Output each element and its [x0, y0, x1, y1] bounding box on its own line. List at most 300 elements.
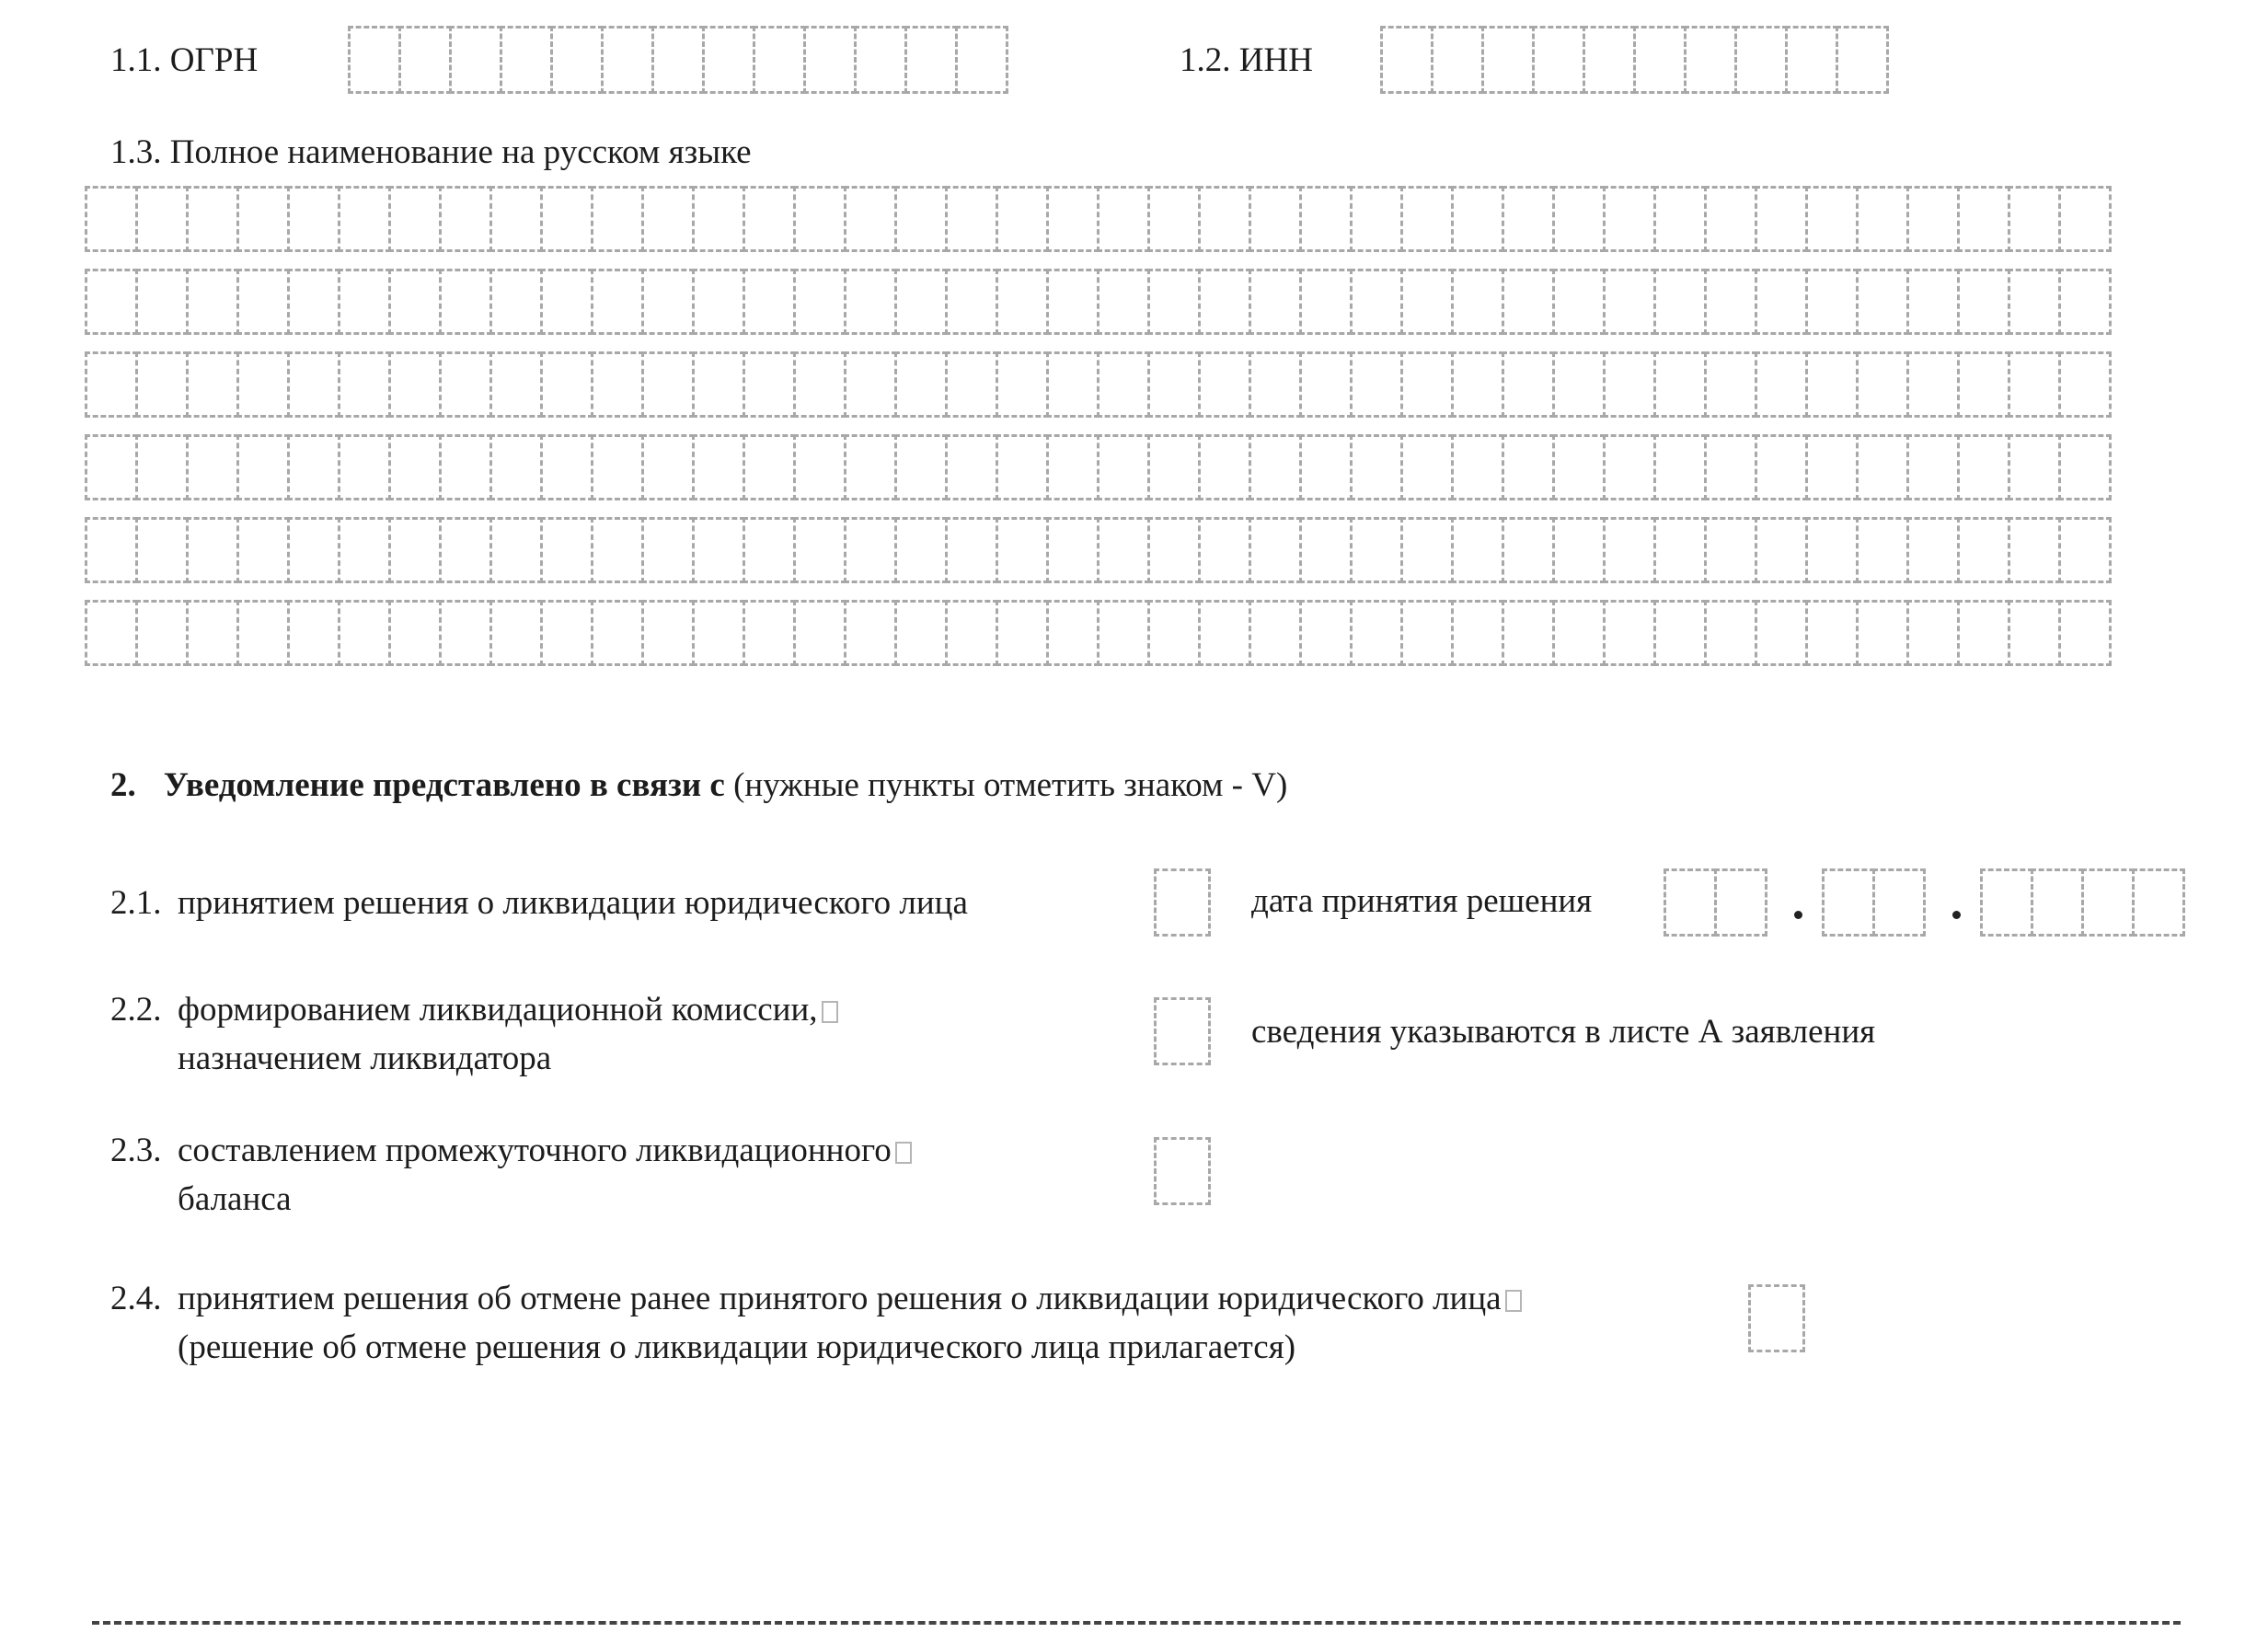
full-name-cell[interactable]	[1350, 600, 1403, 666]
ogrn-cell[interactable]	[904, 26, 958, 94]
full-name-cell[interactable]	[793, 351, 846, 418]
full-name-cell[interactable]	[489, 517, 543, 583]
full-name-cell[interactable]	[2008, 351, 2061, 418]
ogrn-cell[interactable]	[348, 26, 401, 94]
full-name-cell[interactable]	[85, 186, 138, 252]
full-name-cell[interactable]	[894, 269, 948, 335]
full-name-cell[interactable]	[1552, 351, 1606, 418]
full-name-cell[interactable]	[1198, 434, 1251, 500]
decision-date-label: дата принятия решения	[1251, 882, 1593, 920]
full-name-cell[interactable]	[1653, 434, 1707, 500]
full-name-cell[interactable]	[1350, 434, 1403, 500]
decision-date-year[interactable]	[1980, 868, 2185, 937]
full-name-cell[interactable]	[1755, 434, 1808, 500]
full-name-cell[interactable]	[1502, 351, 1555, 418]
full-name-cell[interactable]	[1451, 434, 1504, 500]
full-name-cell[interactable]	[743, 351, 796, 418]
full-name-cell[interactable]	[1350, 351, 1403, 418]
full-name-cell[interactable]	[1046, 434, 1099, 500]
date-cell[interactable]	[1822, 868, 1875, 937]
full-name-cell[interactable]	[135, 434, 189, 500]
full-name-cell[interactable]	[1147, 186, 1201, 252]
full-name-cell[interactable]	[894, 434, 948, 500]
full-name-cell[interactable]	[2008, 600, 2061, 666]
full-name-cell[interactable]	[1653, 351, 1707, 418]
full-name-cell[interactable]	[1097, 600, 1150, 666]
full-name-cell[interactable]	[1097, 186, 1150, 252]
ogrn-cell[interactable]	[449, 26, 502, 94]
full-name-cell[interactable]	[591, 600, 644, 666]
full-name-label: 1.3. Полное наименование на русском языке	[110, 133, 752, 171]
full-name-cell[interactable]	[2008, 517, 2061, 583]
ogrn-cell[interactable]	[601, 26, 654, 94]
full-name-cell[interactable]	[641, 434, 695, 500]
full-name-cell[interactable]	[1451, 269, 1504, 335]
full-name-cell[interactable]	[1653, 517, 1707, 583]
full-name-cell[interactable]	[945, 269, 998, 335]
full-name-cell[interactable]	[388, 269, 442, 335]
full-name-row[interactable]	[85, 269, 2112, 335]
full-name-cell[interactable]	[793, 434, 846, 500]
full-name-cell[interactable]	[439, 186, 492, 252]
full-name-cell[interactable]	[1755, 186, 1808, 252]
full-name-cell[interactable]	[287, 434, 340, 500]
full-name-cell[interactable]	[1249, 269, 1302, 335]
full-name-cell[interactable]	[186, 351, 239, 418]
item-2-3-line2: баланса	[178, 1180, 292, 1218]
full-name-cell[interactable]	[287, 600, 340, 666]
full-name-cell[interactable]	[489, 600, 543, 666]
ogrn-cell[interactable]	[753, 26, 806, 94]
full-name-cell[interactable]	[236, 269, 290, 335]
full-name-cell[interactable]	[591, 269, 644, 335]
full-name-cell[interactable]	[85, 517, 138, 583]
full-name-cell[interactable]	[1502, 517, 1555, 583]
full-name-cell[interactable]	[1400, 186, 1454, 252]
full-name-cell[interactable]	[1603, 351, 1656, 418]
full-name-cell[interactable]	[1805, 434, 1859, 500]
full-name-cell[interactable]	[1704, 269, 1757, 335]
full-name-cell[interactable]	[996, 600, 1049, 666]
full-name-cell[interactable]	[641, 600, 695, 666]
full-name-cell[interactable]	[945, 186, 998, 252]
full-name-cell[interactable]	[1906, 351, 1960, 418]
full-name-cell[interactable]	[540, 600, 593, 666]
full-name-cell[interactable]	[1046, 351, 1099, 418]
full-name-cell[interactable]	[641, 269, 695, 335]
full-name-cell[interactable]	[186, 600, 239, 666]
full-name-cell[interactable]	[338, 434, 391, 500]
full-name-cell[interactable]	[1704, 186, 1757, 252]
full-name-cell[interactable]	[1400, 351, 1454, 418]
checkbox-cell[interactable]	[1154, 1137, 1211, 1205]
full-name-cell[interactable]	[793, 269, 846, 335]
ogrn-cell[interactable]	[702, 26, 755, 94]
full-name-cell[interactable]	[1856, 600, 1909, 666]
full-name-cell[interactable]	[591, 186, 644, 252]
full-name-cell[interactable]	[1856, 186, 1909, 252]
full-name-cell[interactable]	[1400, 434, 1454, 500]
full-name-cell[interactable]	[996, 186, 1049, 252]
full-name-cell[interactable]	[743, 517, 796, 583]
full-name-cell[interactable]	[1249, 351, 1302, 418]
full-name-cell[interactable]	[1046, 269, 1099, 335]
full-name-cell[interactable]	[236, 351, 290, 418]
full-name-cell[interactable]	[1046, 517, 1099, 583]
full-name-cell[interactable]	[1451, 186, 1504, 252]
full-name-cell[interactable]	[692, 434, 745, 500]
full-name-cell[interactable]	[287, 351, 340, 418]
full-name-cell[interactable]	[743, 434, 796, 500]
full-name-cell[interactable]	[287, 269, 340, 335]
full-name-cell[interactable]	[1451, 351, 1504, 418]
full-name-cell[interactable]	[1957, 600, 2010, 666]
full-name-cell[interactable]	[1957, 269, 2010, 335]
full-name-cell[interactable]	[844, 434, 897, 500]
full-name-cell[interactable]	[1856, 434, 1909, 500]
full-name-cell[interactable]	[1147, 517, 1201, 583]
full-name-cell[interactable]	[1856, 517, 1909, 583]
full-name-cell[interactable]	[489, 186, 543, 252]
full-name-cell[interactable]	[1704, 351, 1757, 418]
full-name-cell[interactable]	[793, 600, 846, 666]
full-name-cell[interactable]	[743, 186, 796, 252]
inn-cell[interactable]	[1836, 26, 1889, 94]
full-name-cell[interactable]	[540, 434, 593, 500]
full-name-cell[interactable]	[135, 186, 189, 252]
full-name-cell[interactable]	[540, 517, 593, 583]
section-2-heading-note: (нужные пункты отметить знаком - V)	[724, 766, 1288, 804]
full-name-cell[interactable]	[236, 186, 290, 252]
full-name-cell[interactable]	[186, 186, 239, 252]
inn-label: 1.2. ИНН	[1180, 41, 1313, 79]
full-name-cell[interactable]	[1704, 600, 1757, 666]
full-name-cell[interactable]	[1755, 600, 1808, 666]
full-name-cell[interactable]	[1653, 269, 1707, 335]
full-name-cell[interactable]	[1502, 186, 1555, 252]
inn-cell[interactable]	[1481, 26, 1535, 94]
full-name-cell[interactable]	[236, 600, 290, 666]
full-name-cell[interactable]	[844, 269, 897, 335]
full-name-cell[interactable]	[1603, 600, 1656, 666]
full-name-cell[interactable]	[2008, 186, 2061, 252]
full-name-cell[interactable]	[1755, 517, 1808, 583]
full-name-cell[interactable]	[2058, 269, 2112, 335]
full-name-cell[interactable]	[1805, 269, 1859, 335]
full-name-cell[interactable]	[1299, 600, 1353, 666]
full-name-cell[interactable]	[996, 351, 1049, 418]
full-name-cell[interactable]	[388, 351, 442, 418]
full-name-cell[interactable]	[1603, 269, 1656, 335]
full-name-cell[interactable]	[85, 600, 138, 666]
full-name-cell[interactable]	[236, 434, 290, 500]
full-name-cell[interactable]	[338, 186, 391, 252]
full-name-cell[interactable]	[1400, 600, 1454, 666]
full-name-cell[interactable]	[1046, 600, 1099, 666]
full-name-cell[interactable]	[844, 351, 897, 418]
full-name-cell[interactable]	[338, 517, 391, 583]
inn-cell[interactable]	[1785, 26, 1838, 94]
full-name-cell[interactable]	[641, 351, 695, 418]
full-name-cell[interactable]	[1653, 600, 1707, 666]
full-name-cell[interactable]	[1552, 517, 1606, 583]
full-name-cell[interactable]	[135, 269, 189, 335]
full-name-cell[interactable]	[1653, 186, 1707, 252]
inn-cell[interactable]	[1583, 26, 1636, 94]
full-name-cell[interactable]	[1299, 269, 1353, 335]
full-name-cell[interactable]	[540, 269, 593, 335]
full-name-cell[interactable]	[439, 517, 492, 583]
full-name-cell[interactable]	[540, 186, 593, 252]
full-name-row[interactable]	[85, 517, 2112, 583]
full-name-cell[interactable]	[2058, 600, 2112, 666]
full-name-cell[interactable]	[945, 434, 998, 500]
full-name-cell[interactable]	[1299, 517, 1353, 583]
inn-cell[interactable]	[1431, 26, 1484, 94]
full-name-cell[interactable]	[2058, 434, 2112, 500]
date-cell[interactable]	[1664, 868, 1717, 937]
full-name-cell[interactable]	[338, 351, 391, 418]
full-name-cell[interactable]	[1805, 600, 1859, 666]
full-name-cell[interactable]	[894, 351, 948, 418]
date-cell[interactable]	[2081, 868, 2135, 937]
full-name-cell[interactable]	[844, 186, 897, 252]
full-name-cell[interactable]	[1097, 269, 1150, 335]
full-name-cell[interactable]	[388, 434, 442, 500]
ogrn-cell[interactable]	[803, 26, 857, 94]
full-name-cell[interactable]	[1603, 186, 1656, 252]
full-name-row[interactable]	[85, 186, 2112, 252]
full-name-cell[interactable]	[894, 517, 948, 583]
full-name-cell[interactable]	[1755, 351, 1808, 418]
inn-input[interactable]	[1380, 26, 1889, 94]
full-name-row[interactable]	[85, 600, 2112, 666]
full-name-cell[interactable]	[1906, 434, 1960, 500]
full-name-cell[interactable]	[1603, 517, 1656, 583]
full-name-cell[interactable]	[135, 600, 189, 666]
full-name-cell[interactable]	[135, 351, 189, 418]
inn-cell[interactable]	[1734, 26, 1788, 94]
full-name-cell[interactable]	[1198, 517, 1251, 583]
full-name-cell[interactable]	[1906, 269, 1960, 335]
full-name-cell[interactable]	[1249, 434, 1302, 500]
full-name-cell[interactable]	[591, 351, 644, 418]
full-name-cell[interactable]	[692, 517, 745, 583]
full-name-cell[interactable]	[1299, 351, 1353, 418]
full-name-cell[interactable]	[388, 600, 442, 666]
full-name-cell[interactable]	[641, 517, 695, 583]
date-cell[interactable]	[1872, 868, 1926, 937]
date-cell[interactable]	[2132, 868, 2185, 937]
item-2-1-checkbox[interactable]	[1154, 868, 1211, 937]
full-name-cell[interactable]	[1603, 434, 1656, 500]
full-name-cell[interactable]	[996, 269, 1049, 335]
full-name-cell[interactable]	[439, 351, 492, 418]
item-2-2-checkbox[interactable]	[1154, 997, 1211, 1065]
full-name-cell[interactable]	[186, 434, 239, 500]
full-name-cell[interactable]	[1400, 517, 1454, 583]
full-name-cell[interactable]	[236, 517, 290, 583]
full-name-cell[interactable]	[894, 186, 948, 252]
full-name-cell[interactable]	[338, 269, 391, 335]
full-name-cell[interactable]	[1502, 434, 1555, 500]
full-name-cell[interactable]	[844, 600, 897, 666]
full-name-cell[interactable]	[945, 600, 998, 666]
full-name-cell[interactable]	[388, 186, 442, 252]
full-name-cell[interactable]	[1400, 269, 1454, 335]
full-name-cell[interactable]	[2008, 434, 2061, 500]
checkbox-cell[interactable]	[1748, 1284, 1805, 1352]
inn-cell[interactable]	[1380, 26, 1433, 94]
full-name-cell[interactable]	[388, 517, 442, 583]
item-2-4-checkbox[interactable]	[1748, 1284, 1805, 1352]
full-name-cell[interactable]	[1906, 600, 1960, 666]
full-name-cell[interactable]	[135, 517, 189, 583]
full-name-cell[interactable]	[1502, 600, 1555, 666]
full-name-cell[interactable]	[1805, 186, 1859, 252]
section-2-heading-bold: Уведомление представлено в связи с	[163, 766, 725, 804]
full-name-cell[interactable]	[439, 434, 492, 500]
full-name-cell[interactable]	[540, 351, 593, 418]
full-name-cell[interactable]	[996, 434, 1049, 500]
decision-date-month[interactable]	[1822, 868, 1926, 937]
full-name-cell[interactable]	[692, 600, 745, 666]
full-name-cell[interactable]	[1299, 434, 1353, 500]
full-name-cell[interactable]	[1805, 351, 1859, 418]
full-name-cell[interactable]	[439, 269, 492, 335]
full-name-cell[interactable]	[489, 434, 543, 500]
inn-cell[interactable]	[1684, 26, 1737, 94]
full-name-cell[interactable]	[692, 351, 745, 418]
full-name-cell[interactable]	[996, 517, 1049, 583]
full-name-cell[interactable]	[1552, 434, 1606, 500]
full-name-cell[interactable]	[743, 600, 796, 666]
full-name-cell[interactable]	[85, 434, 138, 500]
full-name-cell[interactable]	[1704, 434, 1757, 500]
full-name-cell[interactable]	[894, 600, 948, 666]
full-name-cell[interactable]	[1957, 517, 2010, 583]
full-name-cell[interactable]	[1046, 186, 1099, 252]
full-name-cell[interactable]	[1856, 269, 1909, 335]
item-2-4-line1: принятием решения об отмене ранее принятого решения о ликвидации юридического лица	[178, 1275, 1522, 1323]
full-name-cell[interactable]	[945, 351, 998, 418]
full-name-cell[interactable]	[692, 186, 745, 252]
full-name-cell[interactable]	[692, 269, 745, 335]
full-name-cell[interactable]	[1957, 351, 2010, 418]
full-name-cell[interactable]	[85, 351, 138, 418]
ogrn-cell[interactable]	[651, 26, 705, 94]
full-name-cell[interactable]	[945, 517, 998, 583]
ogrn-cell[interactable]	[550, 26, 604, 94]
full-name-cell[interactable]	[793, 517, 846, 583]
full-name-cell[interactable]	[1755, 269, 1808, 335]
date-cell[interactable]	[2031, 868, 2084, 937]
full-name-row[interactable]	[85, 434, 2112, 500]
checkbox-cell[interactable]	[1154, 868, 1211, 937]
full-name-cell[interactable]	[338, 600, 391, 666]
full-name-cell[interactable]	[1704, 517, 1757, 583]
item-2-3-checkbox[interactable]	[1154, 1137, 1211, 1205]
full-name-cell[interactable]	[1198, 351, 1251, 418]
full-name-cell[interactable]	[1299, 186, 1353, 252]
inn-cell[interactable]	[1532, 26, 1585, 94]
full-name-cell[interactable]	[1906, 186, 1960, 252]
inn-cell[interactable]	[1633, 26, 1687, 94]
date-cell[interactable]	[1714, 868, 1767, 937]
full-name-cell[interactable]	[1147, 434, 1201, 500]
full-name-cell[interactable]	[2008, 269, 2061, 335]
full-name-cell[interactable]	[1350, 186, 1403, 252]
date-cell[interactable]	[1980, 868, 2033, 937]
full-name-cell[interactable]	[1552, 600, 1606, 666]
full-name-cell[interactable]	[1906, 517, 1960, 583]
full-name-cell[interactable]	[1147, 269, 1201, 335]
full-name-cell[interactable]	[489, 351, 543, 418]
full-name-cell[interactable]	[85, 269, 138, 335]
ogrn-cell[interactable]	[500, 26, 553, 94]
full-name-cell[interactable]	[186, 517, 239, 583]
full-name-cell[interactable]	[591, 517, 644, 583]
full-name-cell[interactable]	[2058, 517, 2112, 583]
full-name-cell[interactable]	[1147, 351, 1201, 418]
full-name-cell[interactable]	[287, 186, 340, 252]
full-name-cell[interactable]	[1502, 269, 1555, 335]
full-name-cell[interactable]	[641, 186, 695, 252]
full-name-cell[interactable]	[1097, 434, 1150, 500]
date-separator-dot	[1952, 911, 1961, 919]
full-name-cell[interactable]	[1198, 269, 1251, 335]
full-name-cell[interactable]	[793, 186, 846, 252]
full-name-cell[interactable]	[186, 269, 239, 335]
full-name-cell[interactable]	[591, 434, 644, 500]
full-name-cell[interactable]	[287, 517, 340, 583]
full-name-cell[interactable]	[439, 600, 492, 666]
full-name-cell[interactable]	[844, 517, 897, 583]
full-name-cell[interactable]	[1249, 517, 1302, 583]
decision-date-day[interactable]	[1664, 868, 1767, 937]
full-name-cell[interactable]	[489, 269, 543, 335]
full-name-cell[interactable]	[1147, 600, 1201, 666]
ogrn-cell[interactable]	[854, 26, 907, 94]
full-name-cell[interactable]	[1552, 269, 1606, 335]
full-name-row[interactable]	[85, 351, 2112, 418]
full-name-cell[interactable]	[1249, 600, 1302, 666]
ogrn-input[interactable]	[348, 26, 1008, 94]
full-name-cell[interactable]	[2058, 186, 2112, 252]
full-name-cell[interactable]	[1957, 434, 2010, 500]
small-box-glyph	[895, 1142, 912, 1164]
full-name-cell[interactable]	[743, 269, 796, 335]
full-name-cell[interactable]	[1198, 186, 1251, 252]
full-name-cell[interactable]	[1350, 517, 1403, 583]
full-name-cell[interactable]	[1097, 351, 1150, 418]
ogrn-cell[interactable]	[955, 26, 1008, 94]
full-name-cell[interactable]	[1350, 269, 1403, 335]
full-name-cell[interactable]	[1856, 351, 1909, 418]
full-name-cell[interactable]	[1451, 517, 1504, 583]
full-name-cell[interactable]	[1552, 186, 1606, 252]
full-name-cell[interactable]	[1198, 600, 1251, 666]
ogrn-cell[interactable]	[398, 26, 452, 94]
full-name-cell[interactable]	[1957, 186, 2010, 252]
full-name-cell[interactable]	[1097, 517, 1150, 583]
full-name-cell[interactable]	[1805, 517, 1859, 583]
full-name-cell[interactable]	[1451, 600, 1504, 666]
checkbox-cell[interactable]	[1154, 997, 1211, 1065]
full-name-cell[interactable]	[2058, 351, 2112, 418]
full-name-cell[interactable]	[1249, 186, 1302, 252]
item-2-3-line1: составлением промежуточного ликвидационного	[178, 1127, 912, 1175]
